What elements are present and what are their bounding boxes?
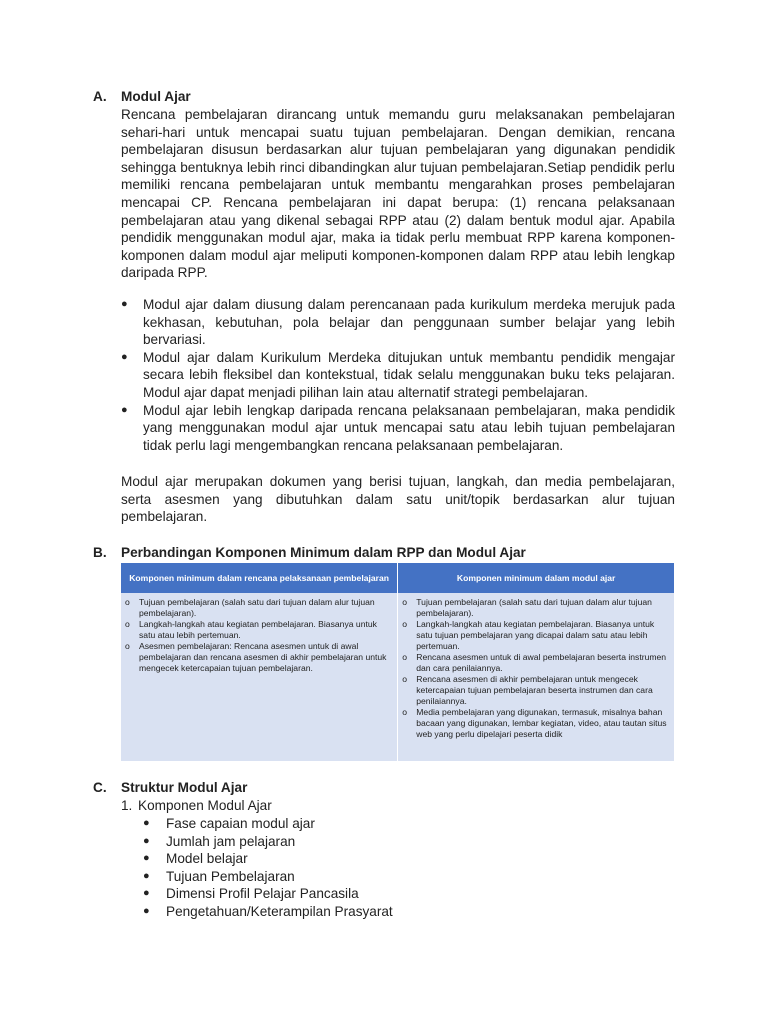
list-item bbox=[125, 619, 391, 641]
table-cell-modul-ajar bbox=[398, 593, 675, 761]
list-item bbox=[143, 903, 393, 921]
list-item-text: Pengetahuan/Keterampilan Prasyarat bbox=[166, 903, 393, 919]
list-item bbox=[143, 868, 393, 886]
list-item bbox=[402, 652, 668, 674]
list-item bbox=[121, 402, 675, 455]
list-item-text: Media pembelajaran yang digunakan, termasuk, misalnya bahan bacaan yang digunakan, lembar kegiatan, video, atau tautan situs web yang perlu dipelajari peserta didik bbox=[416, 707, 667, 739]
section-a-letter: A. bbox=[93, 89, 107, 104]
section-c-heading bbox=[93, 779, 247, 797]
circle-bullet-icon: o bbox=[402, 707, 408, 717]
list-item-text: Tujuan Pembelajaran bbox=[166, 868, 295, 884]
list-item-text: Asesmen pembelajaran: Rencana asesmen untuk di awal pembelajaran dan rencana asesmen di akhir pembelajaran untuk mengecek ketercapaian tujuan pembelajaran. bbox=[139, 641, 387, 673]
list-item-text: Langkah-langkah atau kegiatan pembelajaran. Biasanya untuk satu atau lebih pertemuan. bbox=[139, 619, 377, 640]
bullet-icon: ● bbox=[121, 298, 128, 310]
section-c-letter: C. bbox=[93, 780, 107, 795]
list-item bbox=[402, 707, 668, 740]
section-c-title: Struktur Modul Ajar bbox=[121, 780, 248, 795]
section-a-heading bbox=[93, 88, 191, 106]
subsection-heading bbox=[121, 797, 272, 815]
list-item-text: Dimensi Profil Pelajar Pancasila bbox=[166, 886, 359, 902]
bullet-icon: ● bbox=[143, 904, 150, 917]
bullet-icon: ● bbox=[121, 350, 128, 363]
list-item bbox=[121, 296, 675, 349]
list-item-text: Modul ajar dalam Kurikulum Merdeka ditujukan untuk membantu pendidik mengajar secara lebih fleksibel dan kontekstual, tidak selalu menggunakan buku teks pelajaran. Modul ajar dapat menjadi pilihan lain atau alternatif strategi pembelajaran. bbox=[143, 349, 675, 400]
list-item bbox=[125, 641, 391, 674]
bullet-icon: ● bbox=[143, 852, 150, 865]
list-item-text: Fase capaian modul ajar bbox=[166, 816, 315, 831]
section-a-title: Modul Ajar bbox=[121, 89, 191, 104]
list-item bbox=[125, 597, 391, 619]
section-a-paragraph-1: Rencana pembelajaran dirancang untuk memandu guru melaksanakan pembelajaran sehari-hari untuk mencapai suatu tujuan pembelajaran. Dengan demikian, rencana pembelajaran disusun berdasarkan alur tujuan pembelajaran yang digunakan pendidik sehingga bentuknya lebih rinci dibandingkan alur tujuan pembelajaran.Setiap pendidik perlu memiliki rencana pembelajaran untuk membantu mengarahkan proses pembelajaran mencapai CP. Rencana pembelajaran ini dapat berupa: (1) rencana pelaksanaan pembelajaran atau yang dikenal sebagai RPP atau (2) dalam bentuk modul ajar. Apabila pendidik menggunakan modul ajar, maka ia tidak perlu membuat RPP karena komponen-komponen dalam modul ajar meliputi komponen-komponen dalam RPP atau lebih lengkap daripada RPP. bbox=[121, 107, 675, 281]
circle-bullet-icon: o bbox=[402, 652, 408, 662]
list-item bbox=[143, 885, 393, 903]
list-item-text: Tujuan pembelajaran (salah satu dari tujuan dalam alur tujuan pembelajaran). bbox=[416, 597, 652, 618]
bullet-icon: ● bbox=[143, 887, 150, 900]
bullet-icon: ● bbox=[143, 834, 150, 847]
section-a-paragraph-2: Modul ajar merupakan dokumen yang berisi tujuan, langkah, dan media pembelajaran, serta asesmen yang dibutuhkan dalam satu unit/topik berdasarkan alur tujuan pembelajaran. bbox=[121, 474, 675, 525]
list-item-text: Model belajar bbox=[166, 851, 248, 867]
bullet-icon: ● bbox=[143, 817, 150, 829]
list-item bbox=[143, 850, 393, 868]
circle-bullet-icon: o bbox=[402, 597, 408, 607]
list-item-text: Rencana asesmen untuk di awal pembelajaran beserta instrumen dan cara penilaiannya. bbox=[416, 652, 667, 673]
list-item-text: Jumlah jam pelajaran bbox=[166, 833, 296, 849]
list-item-text: Rencana asesmen di akhir pembelajaran untuk mengecek ketercapaian tujuan pembelajaran beserta instrumen dan cara penilaiannya. bbox=[416, 674, 653, 706]
list-item bbox=[402, 674, 668, 707]
list-item-text: Langkah-langkah atau kegiatan pembelajaran. Biasanya untuk satu tujuan pembelajaran yang dicapai dalam satu atau lebih pertemuan. bbox=[416, 619, 655, 651]
table-header-modul-ajar: Komponen minimum dalam modul ajar bbox=[398, 563, 675, 593]
circle-bullet-icon: o bbox=[402, 619, 408, 629]
subsection-number: 1. bbox=[121, 798, 133, 813]
table-row bbox=[121, 593, 675, 761]
table-cell-rpp bbox=[121, 593, 398, 761]
list-item bbox=[402, 619, 668, 652]
list-item bbox=[402, 597, 668, 619]
circle-bullet-icon: o bbox=[125, 641, 130, 651]
section-b-letter: B. bbox=[93, 545, 107, 560]
section-b-title: Perbandingan Komponen Minimum dalam RPP dan Modul Ajar bbox=[121, 545, 526, 560]
list-item-text: Modul ajar dalam diusung dalam perencanaan pada kurikulum merdeka merujuk pada kekhasan, kebutuhan, pola belajar dan penggunaan sumber belajar yang lebih bervariasi. bbox=[143, 297, 675, 348]
circle-bullet-icon: o bbox=[125, 619, 130, 629]
list-item bbox=[143, 833, 393, 851]
table-header-row bbox=[121, 563, 675, 593]
subsection-title: Komponen Modul Ajar bbox=[138, 798, 272, 813]
section-a-bullet-list bbox=[121, 296, 675, 454]
list-item-text: Modul ajar lebih lengkap daripada rencana pelaksanaan pembelajaran, maka pendidik yang menggunakan modul ajar untuk mencapai satu atau lebih tujuan pembelajaran tidak perlu lagi mengembangkan rencana pelaksanaan pembelajaran. bbox=[143, 402, 675, 453]
list-item bbox=[143, 815, 393, 833]
circle-bullet-icon: o bbox=[402, 674, 408, 684]
circle-bullet-icon: o bbox=[125, 597, 130, 607]
bullet-icon: ● bbox=[121, 403, 128, 416]
list-item bbox=[121, 349, 675, 402]
component-list bbox=[143, 815, 393, 921]
section-b-heading bbox=[93, 544, 526, 562]
list-item-text: Tujuan pembelajaran (salah satu dari tujuan dalam alur tujuan pembelajaran). bbox=[139, 597, 375, 618]
comparison-table bbox=[121, 563, 675, 761]
table-header-rpp: Komponen minimum dalam rencana pelaksanaan pembelajaran bbox=[121, 563, 398, 593]
bullet-icon: ● bbox=[143, 869, 150, 882]
